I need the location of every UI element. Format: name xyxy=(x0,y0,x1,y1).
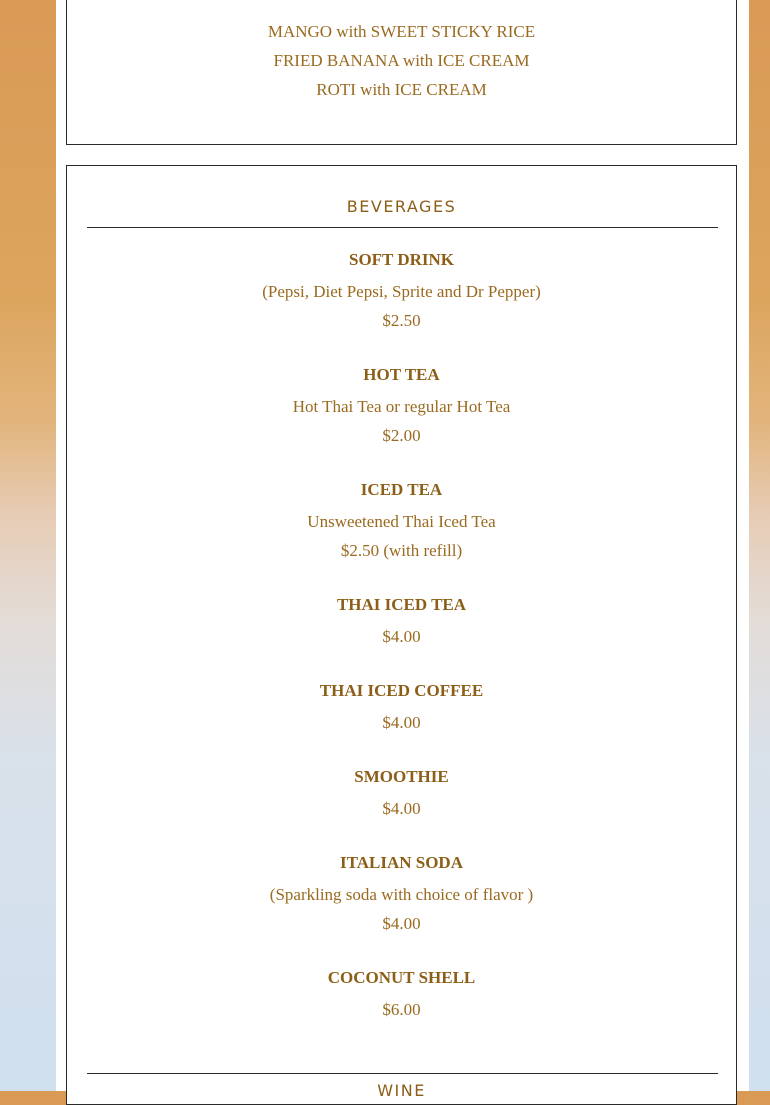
item-name: ICED TEA xyxy=(360,480,443,499)
item-description: (Pepsi, Diet Pepsi, Sprite and Dr Pepper) xyxy=(262,282,541,301)
item-name: COCONUT SHELL xyxy=(327,968,476,987)
item-name: HOT TEA xyxy=(363,365,440,384)
item-name: THAI ICED COFFEE xyxy=(319,681,484,700)
item-name: SMOOTHIE xyxy=(354,767,449,786)
item-price: $2.00 xyxy=(382,426,421,445)
section-divider xyxy=(87,227,718,228)
item-description: Unsweetened Thai Iced Tea xyxy=(307,512,496,531)
item-name: THAI ICED TEA xyxy=(336,595,467,614)
dessert-item: FRIED BANANA with ICE CREAM xyxy=(273,51,530,70)
menu-page xyxy=(56,0,749,1100)
beverages-card xyxy=(66,165,737,1105)
section-title-wine: WINE xyxy=(377,1081,426,1100)
item-price: $2.50 xyxy=(382,311,421,330)
item-price: $4.00 xyxy=(382,627,421,646)
section-title-beverages: BEVERAGES xyxy=(346,197,457,216)
item-price: $4.00 xyxy=(382,713,421,732)
item-price: $6.00 xyxy=(382,1000,421,1019)
dessert-item: MANGO with SWEET STICKY RICE xyxy=(267,22,536,41)
item-description: Hot Thai Tea or regular Hot Tea xyxy=(292,397,511,416)
item-price: $2.50 (with refill) xyxy=(340,541,463,560)
item-description: (Sparkling soda with choice of flavor ) xyxy=(269,885,534,904)
dessert-item: ROTI with ICE CREAM xyxy=(316,80,487,99)
item-name: SOFT DRINK xyxy=(348,250,454,269)
desserts-card xyxy=(66,0,737,145)
item-price: $4.00 xyxy=(382,914,421,933)
item-name: ITALIAN SODA xyxy=(340,853,463,872)
item-price: $4.00 xyxy=(382,799,421,818)
section-divider xyxy=(87,1073,718,1074)
